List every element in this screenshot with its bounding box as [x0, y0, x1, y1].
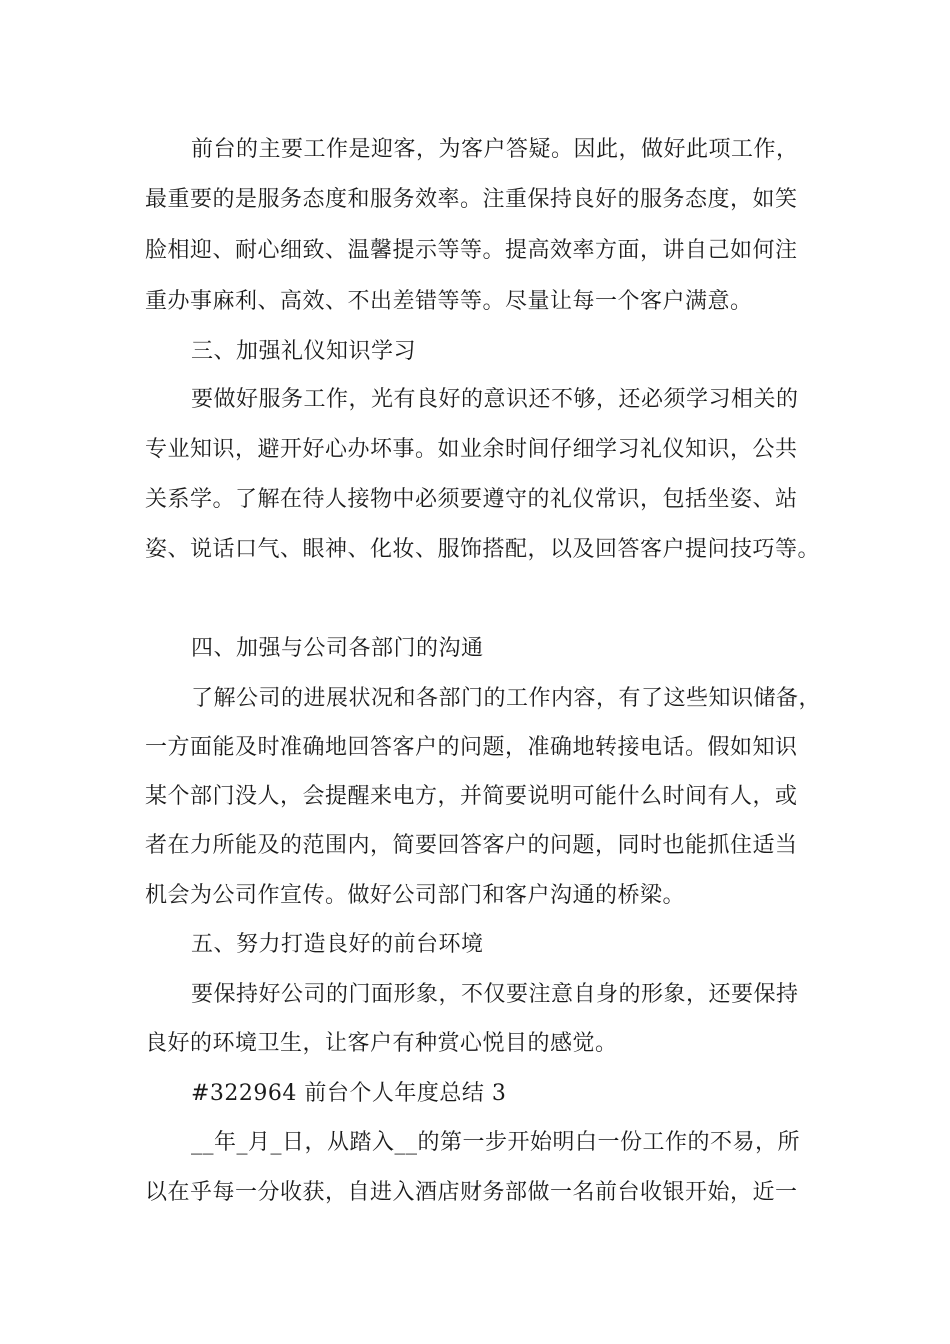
paragraph-line: 某个部门没人，会提醒来电方，并简要说明可能什么时间有人，或	[145, 784, 798, 809]
paragraph-line: 专业知识，避开好心办坏事。如业余时间仔细学习礼仪知识，公共	[145, 437, 798, 462]
paragraph-line: 关系学。了解在待人接物中必须要遵守的礼仪常识，包括坐姿、站	[145, 487, 798, 512]
paragraph-line: 要做好服务工作，光有良好的意识还不够，还必须学习相关的	[191, 387, 799, 412]
paragraph-line: 机会为公司作宣传。做好公司部门和客户沟通的桥梁。	[145, 883, 686, 908]
paragraph-line: 前台的主要工作是迎客，为客户答疑。因此，做好此项工作，	[191, 137, 799, 162]
paragraph-line: 一方面能及时准确地回答客户的问题，准确地转接电话。假如知识	[145, 735, 798, 760]
paragraph-line: 姿、说话口气、眼神、化妆、服饰搭配，以及回答客户提问技巧等。	[145, 537, 821, 562]
paragraph-line: 良好的环境卫生，让客户有种赏心悦目的感觉。	[145, 1031, 618, 1056]
paragraph-line: 者在力所能及的范围内，简要回答客户的问题，同时也能抓住适当	[145, 833, 798, 858]
document-title: #322964 前台个人年度总结 3	[191, 1081, 507, 1106]
paragraph-line: 最重要的是服务态度和服务效率。注重保持良好的服务态度，如笑	[145, 187, 798, 212]
paragraph-line: 以在乎每一分收获，自进入酒店财务部做一名前台收银开始，近一	[145, 1180, 798, 1205]
paragraph-line: 脸相迎、耐心细致、温馨提示等等。提高效率方面，讲自己如何注	[145, 238, 798, 263]
section-heading: 五、努力打造良好的前台环境	[191, 932, 484, 957]
paragraph-line: 要保持好公司的门面形象，不仅要注意自身的形象，还要保持	[191, 982, 799, 1007]
paragraph-line: 重办事麻利、高效、不出差错等等。尽量让每一个客户满意。	[145, 289, 753, 314]
section-heading: 四、加强与公司各部门的沟通	[191, 636, 484, 661]
paragraph-line: 了解公司的进展状况和各部门的工作内容，有了这些知识储备，	[191, 686, 822, 711]
section-heading: 三、加强礼仪知识学习	[191, 339, 417, 364]
paragraph-line: __年_月_日，从踏入__的第一步开始明白一份工作的不易，所	[191, 1130, 801, 1155]
